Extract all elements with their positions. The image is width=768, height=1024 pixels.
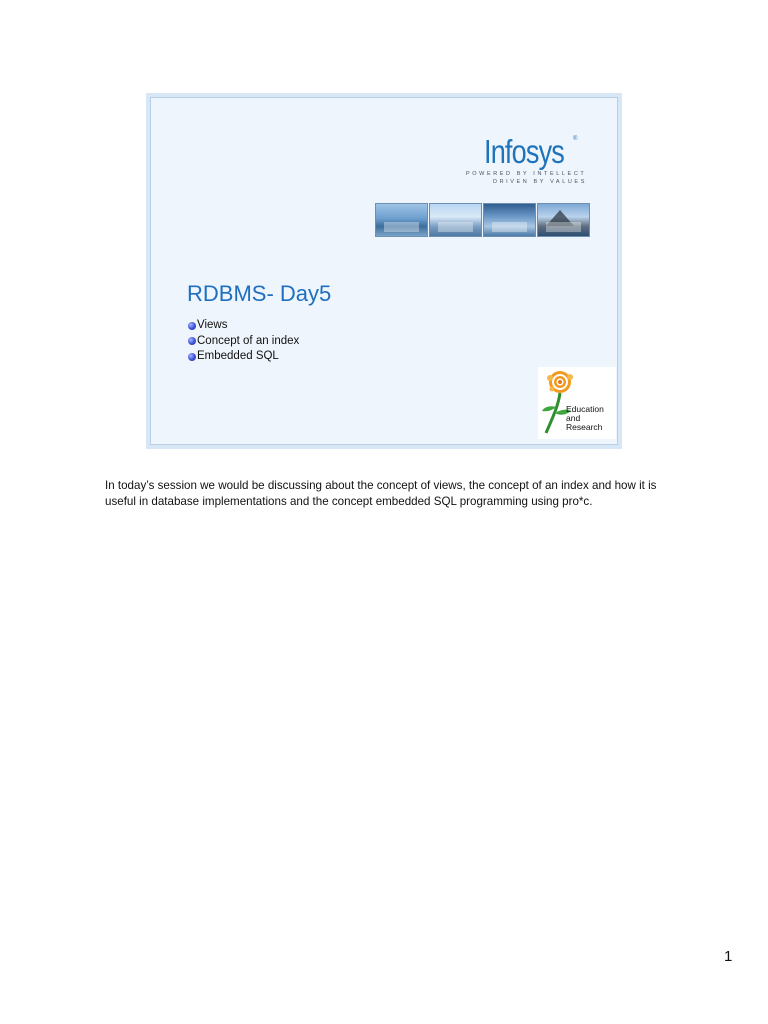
bullet-icon [188,337,196,345]
bullet-item [188,349,299,365]
slide-title: RDBMS- Day5 [187,281,332,306]
campus-photo-strip [375,203,591,239]
bullet-icon [188,322,196,330]
education-research-text [566,405,604,433]
infosys-logo [462,134,592,190]
logo-wordmark: Infosys [484,133,564,170]
slide-canvas [150,97,618,445]
bullet-icon [188,353,196,361]
speaker-notes: In today’s session we would be discussing about the concept of views, the concept of an index and how it is useful in database implementations and the concept embedded SQL programming using pro*c. [105,479,657,508]
bullet-text: Concept of an index [197,334,300,347]
logo-text-line: and [566,413,581,424]
logo-text-line: Research [566,422,603,433]
campus-photo-1 [375,203,428,237]
campus-photo-3 [483,203,536,237]
logo-tagline-1: POWERED BY INTELLECT [466,171,587,177]
bullet-item [188,318,299,334]
registered-mark: ® [573,136,578,142]
bullet-list [188,318,299,365]
logo-tagline-2: DRIVEN BY VALUES [493,179,587,185]
bullet-text: Views [197,319,228,331]
education-research-logo [538,367,616,439]
campus-photo-4 [537,203,590,237]
bullet-item [188,334,299,350]
bullet-text: Embedded SQL [197,350,279,362]
campus-photo-2 [429,203,482,237]
logo-text-line: Education [566,404,604,414]
page-number: 1 [724,948,733,965]
slide-thumbnail [146,93,622,449]
